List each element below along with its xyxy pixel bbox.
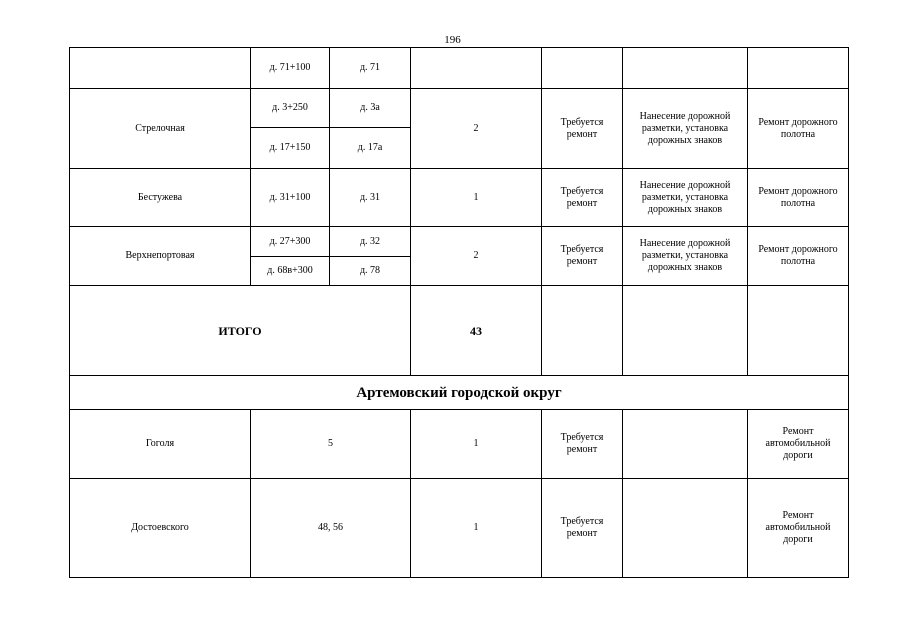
house-range-cell: д. 27+300 [251,227,330,257]
table-row [70,89,849,128]
street-cell: Бестужева [70,169,251,227]
street-cell: Гоголя [70,410,251,479]
count-cell: 1 [411,169,542,227]
page-number: 196 [444,34,461,46]
table-row [70,410,849,479]
status-cell: Требуется ремонт [542,89,623,169]
count-cell: 2 [411,89,542,169]
work-cell: Нанесение дорожной разметки, установка дорожных знаков [623,227,748,286]
house-range-cell: д. 17+150 [251,128,330,169]
house-numbers-cell: 48, 56 [251,479,411,578]
house-number-cell: д. 31 [330,169,411,227]
repair-cell: Ремонт дорожного полотна [748,169,849,227]
total-label: ИТОГО [70,286,411,376]
count-cell: 2 [411,227,542,286]
repair-cell [748,48,849,89]
count-cell [411,48,542,89]
work-cell: Нанесение дорожной разметки, установка дорожных знаков [623,169,748,227]
status-cell [542,286,623,376]
total-row [70,286,849,376]
work-cell: Нанесение дорожной разметки, установка дорожных знаков [623,89,748,169]
status-cell [542,48,623,89]
house-range-cell: д. 71+100 [251,48,330,89]
house-number-cell: д. 71 [330,48,411,89]
street-cell [70,48,251,89]
repair-cell: Ремонт дорожного полотна [748,89,849,169]
status-cell: Требуется ремонт [542,410,623,479]
section-row [70,376,849,410]
house-number-cell: д. 17а [330,128,411,169]
repair-cell [748,286,849,376]
house-range-cell: д. 3+250 [251,89,330,128]
count-cell: 1 [411,479,542,578]
street-cell: Стрелочная [70,89,251,169]
work-cell [623,286,748,376]
section-title: Артемовский городской округ [70,376,849,410]
status-cell: Требуется ремонт [542,169,623,227]
road-repair-table [69,47,849,578]
status-cell: Требуется ремонт [542,227,623,286]
table-row [70,479,849,578]
house-number-cell: д. 32 [330,227,411,257]
work-cell [623,410,748,479]
house-number-cell: д. 3а [330,89,411,128]
work-cell [623,479,748,578]
table-row [70,169,849,227]
repair-cell: Ремонт автомобильной дороги [748,479,849,578]
house-number-cell: д. 78 [330,257,411,286]
street-cell: Верхнепортовая [70,227,251,286]
street-cell: Достоевского [70,479,251,578]
house-range-cell: д. 68в+300 [251,257,330,286]
total-value: 43 [411,286,542,376]
house-numbers-cell: 5 [251,410,411,479]
table-row [70,227,849,257]
repair-cell: Ремонт дорожного полотна [748,227,849,286]
table-row [70,48,849,89]
work-cell [623,48,748,89]
count-cell: 1 [411,410,542,479]
status-cell: Требуется ремонт [542,479,623,578]
house-range-cell: д. 31+100 [251,169,330,227]
repair-cell: Ремонт автомобильной дороги [748,410,849,479]
